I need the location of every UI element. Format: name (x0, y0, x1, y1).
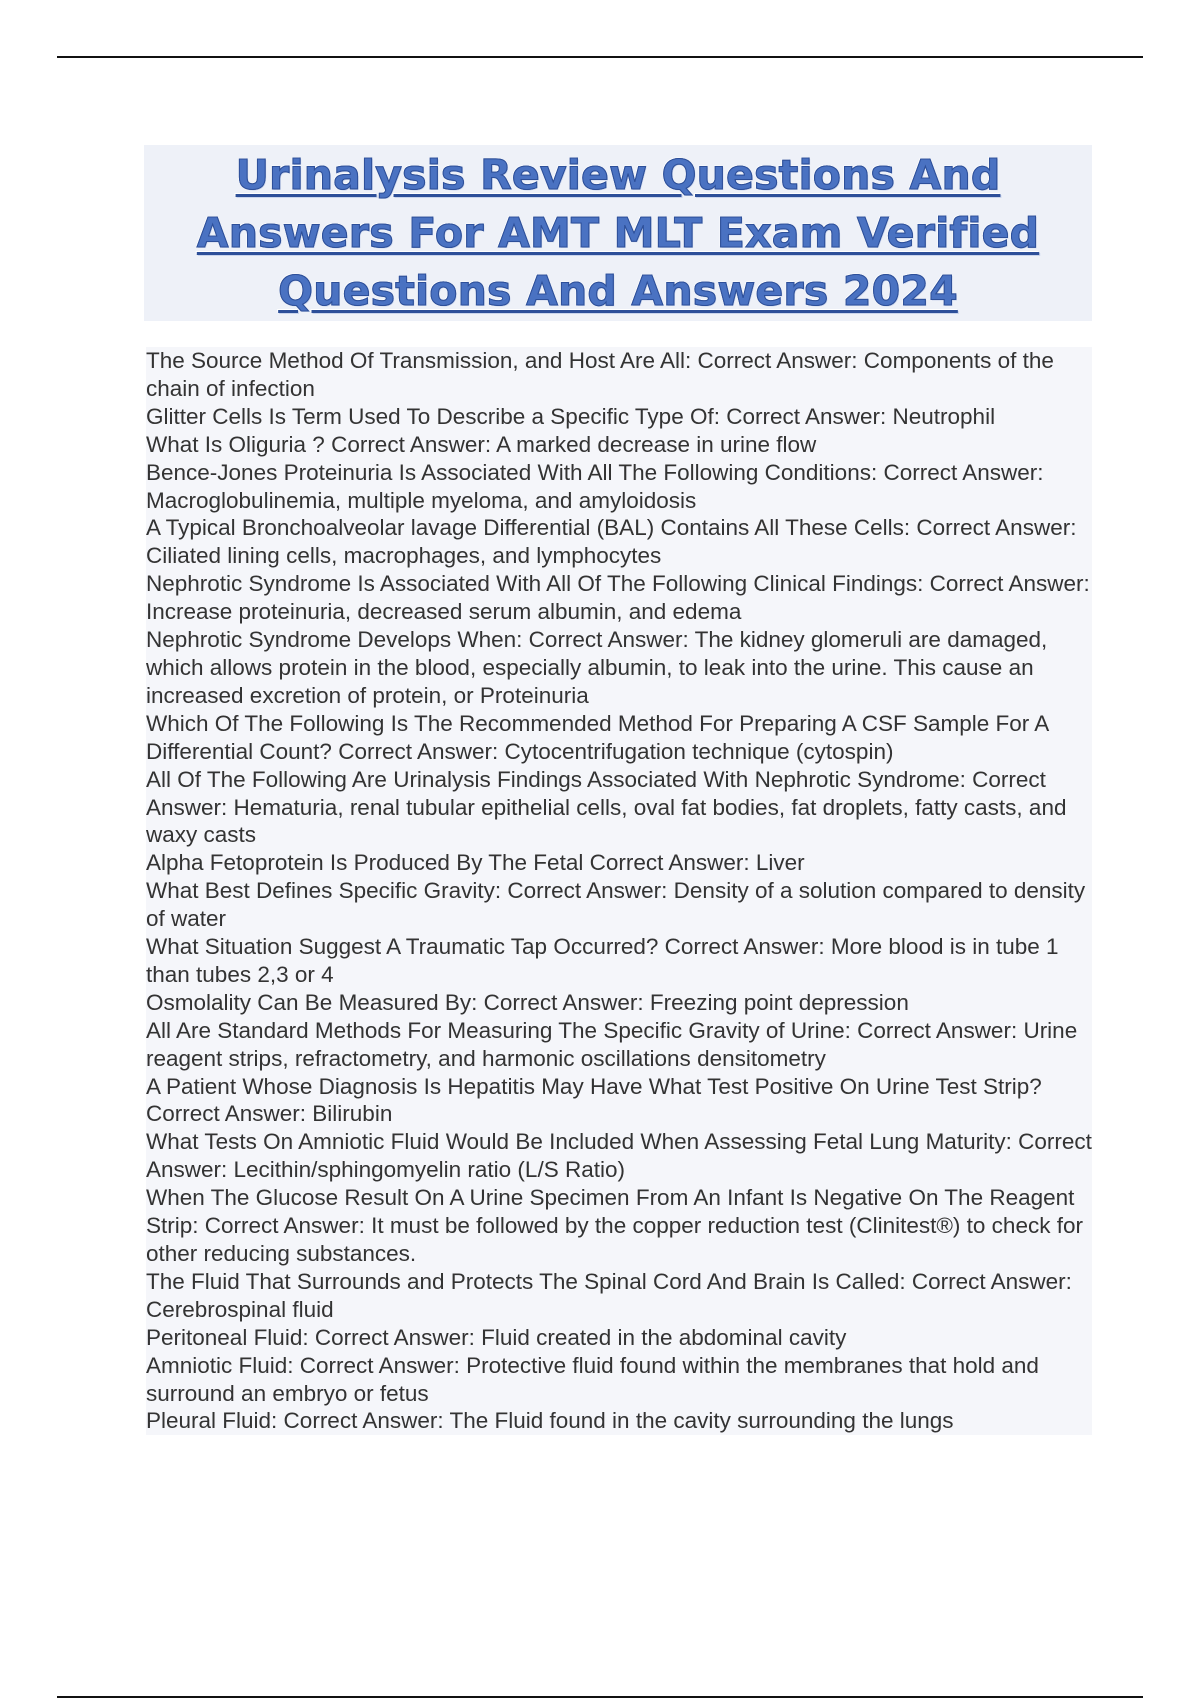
qa-item: All Of The Following Are Urinalysis Findings Associated With Nephrotic Syndrome: Correct Answer: Hematuria, renal tubular epithelial cells, oval fat bodies, fat droplets, fatty casts, and waxy casts (146, 766, 1092, 850)
qa-item: What Is Oliguria ? Correct Answer: A marked decrease in urine flow (146, 431, 1092, 459)
qa-item: Amniotic Fluid: Correct Answer: Protective fluid found within the membranes that hold and surround an embryo or fetus (146, 1352, 1092, 1408)
qa-item: The Source Method Of Transmission, and Host Are All: Correct Answer: Components of the chain of infection (146, 347, 1092, 403)
qa-item: Peritoneal Fluid: Correct Answer: Fluid created in the abdominal cavity (146, 1324, 1092, 1352)
qa-item: Bence-Jones Proteinuria Is Associated With All The Following Conditions: Correct Answer: Macroglobulinemia, multiple myeloma, and amyloidosis (146, 459, 1092, 515)
qa-item: The Fluid That Surrounds and Protects The Spinal Cord And Brain Is Called: Correct Answer: Cerebrospinal fluid (146, 1268, 1092, 1324)
top-rule (57, 56, 1143, 58)
qa-item: Osmolality Can Be Measured By: Correct Answer: Freezing point depression (146, 989, 1092, 1017)
title-banner (144, 145, 1092, 321)
qa-item: When The Glucose Result On A Urine Specimen From An Infant Is Negative On The Reagent Strip: Correct Answer: It must be followed by the copper reduction test (Clinitest®) to check for other reducing substances. (146, 1184, 1092, 1268)
document-title: Urinalysis Review Questions And Answers For AMT MLT Exam Verified Questions And Answers 2024 (196, 151, 1040, 315)
bottom-rule (57, 1696, 1143, 1698)
qa-item: A Patient Whose Diagnosis Is Hepatitis May Have What Test Positive On Urine Test Strip? Correct Answer: Bilirubin (146, 1073, 1092, 1129)
qa-list (146, 347, 1092, 1435)
qa-item: Pleural Fluid: Correct Answer: The Fluid found in the cavity surrounding the lungs (146, 1407, 1092, 1435)
qa-item: A Typical Bronchoalveolar lavage Differential (BAL) Contains All These Cells: Correct Answer: Ciliated lining cells, macrophages, and lymphocytes (146, 514, 1092, 570)
qa-item: Which Of The Following Is The Recommended Method For Preparing A CSF Sample For A Differential Count? Correct Answer: Cytocentrifugation technique (cytospin) (146, 710, 1092, 766)
qa-item: Nephrotic Syndrome Is Associated With All Of The Following Clinical Findings: Correct Answer: Increase proteinuria, decreased serum albumin, and edema (146, 570, 1092, 626)
qa-item: What Tests On Amniotic Fluid Would Be Included When Assessing Fetal Lung Maturity: Correct Answer: Lecithin/sphingomyelin ratio (L/S Ratio) (146, 1129, 1092, 1183)
qa-item: What Best Defines Specific Gravity: Correct Answer: Density of a solution compared to density of water (146, 877, 1092, 933)
qa-item: What Situation Suggest A Traumatic Tap Occurred? Correct Answer: More blood is in tube 1 than tubes 2,3 or 4 (146, 933, 1092, 989)
qa-item: Alpha Fetoprotein Is Produced By The Fetal Correct Answer: Liver (146, 849, 1092, 877)
qa-item: All Are Standard Methods For Measuring The Specific Gravity of Urine: Correct Answer: Urine reagent strips, refractometry, and harmonic oscillations densitometry (146, 1017, 1092, 1073)
qa-item: Nephrotic Syndrome Develops When: Correct Answer: The kidney glomeruli are damaged, which allows protein in the blood, especially albumin, to leak into the urine. This cause an increased excretion of protein, or Proteinuria (146, 626, 1092, 710)
qa-item: Glitter Cells Is Term Used To Describe a Specific Type Of: Correct Answer: Neutrophil (146, 403, 1092, 431)
